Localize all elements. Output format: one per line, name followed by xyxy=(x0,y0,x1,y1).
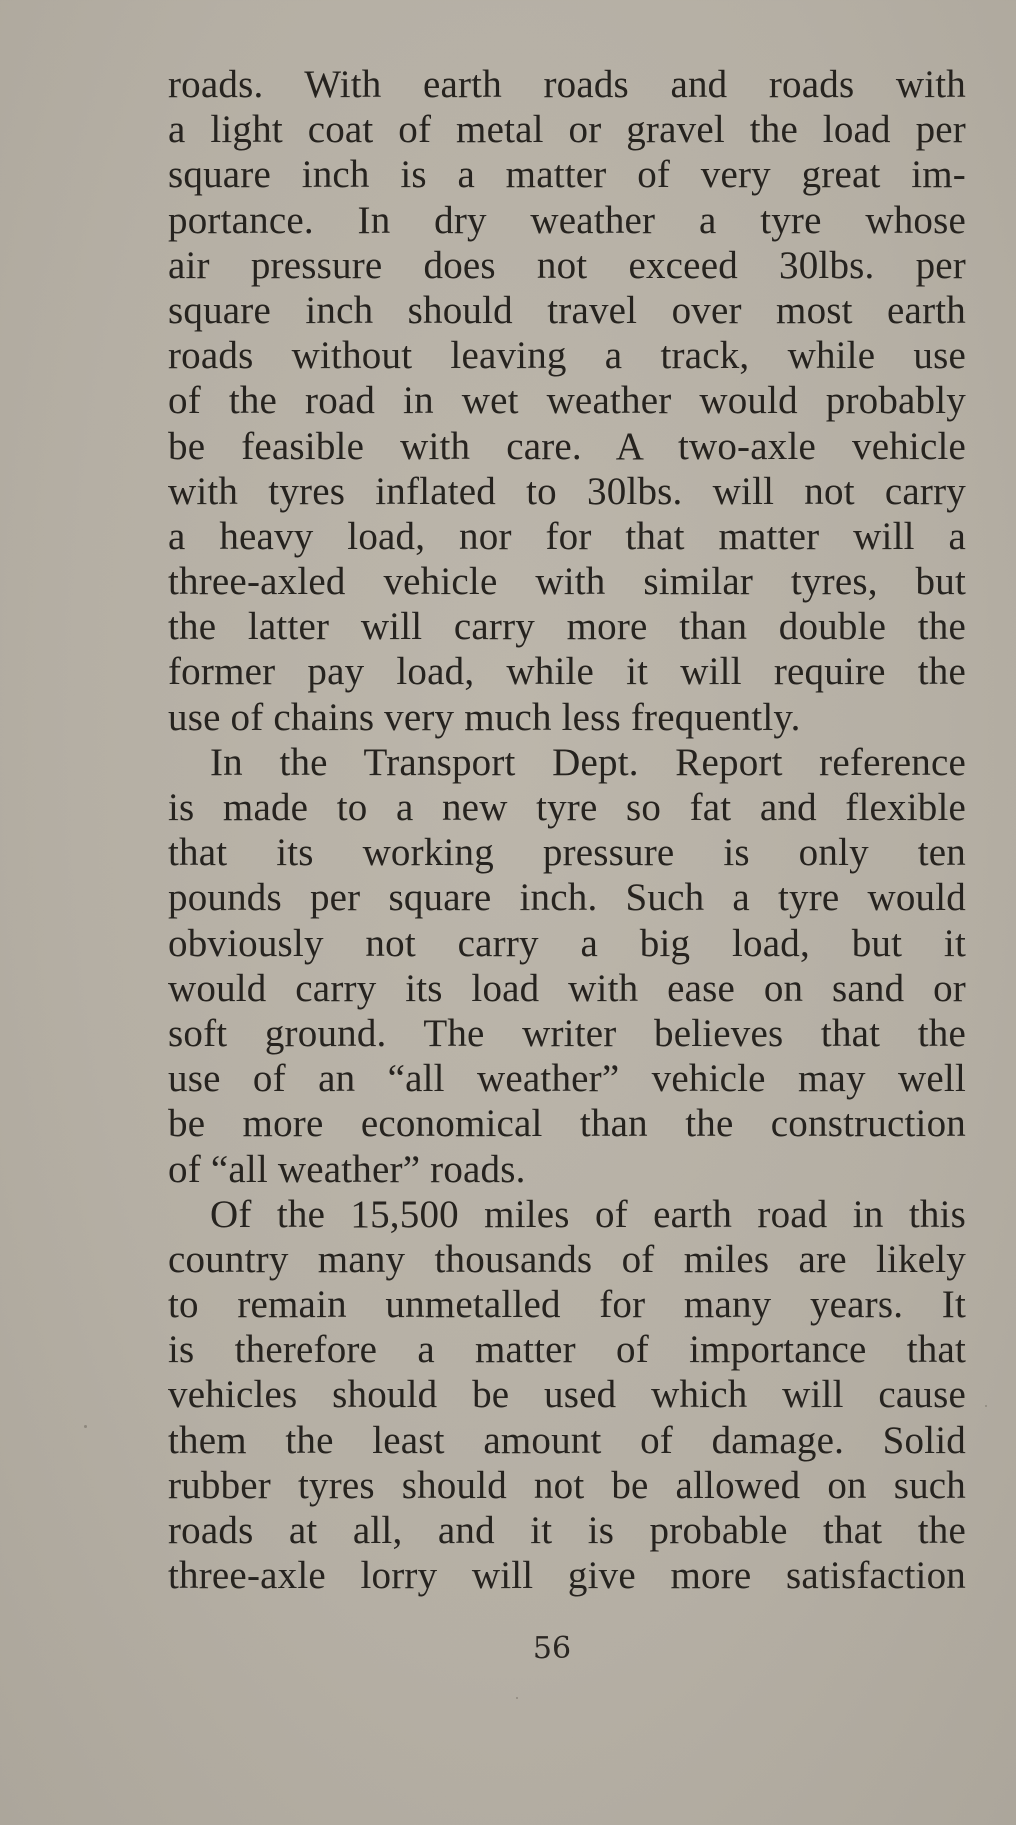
paragraph-2 xyxy=(168,740,966,1192)
text-line: square inch should travel over most earth xyxy=(168,288,966,332)
text-line: Of the 15,500 miles of earth road in this xyxy=(210,1192,966,1236)
paper-speck xyxy=(84,1425,87,1428)
text-line: to remain unmetalled for many years. It xyxy=(168,1283,966,1327)
text-line: In the Transport Dept. Report reference xyxy=(210,740,966,784)
text-line: vehicles should be used which will cause xyxy=(168,1373,966,1417)
page-body xyxy=(168,62,966,1598)
text-line: be feasible with care. A two-axle vehicle xyxy=(168,424,966,468)
text-line: roads at all, and it is probable that the xyxy=(168,1509,966,1552)
text-line: with tyres inflated to 30lbs. will not carry xyxy=(168,469,966,513)
text-line: obviously not carry a big load, but it xyxy=(168,921,966,965)
text-line: would carry its load with ease on sand or xyxy=(168,966,966,1010)
paragraph-1 xyxy=(168,62,966,740)
text-line: rubber tyres should not be allowed on such xyxy=(168,1463,966,1507)
text-line: use of chains very much less frequently. xyxy=(168,695,801,739)
text-line: is therefore a matter of importance that xyxy=(168,1328,966,1372)
text-line: is made to a new tyre so fat and flexible xyxy=(168,786,966,829)
text-line: three-axled vehicle with similar tyres, but xyxy=(168,560,966,604)
text-line: them the least amount of damage. Solid xyxy=(168,1418,966,1462)
text-line: three-axle lorry will give more satisfaction xyxy=(168,1554,966,1598)
text-line: use of an “all weather” vehicle may well xyxy=(168,1057,966,1101)
text-line: the latter will carry more than double the xyxy=(168,605,966,649)
text-line: roads. With earth roads and roads with xyxy=(168,63,966,106)
text-line: country many thousands of miles are likely xyxy=(168,1237,966,1281)
text-line: a heavy load, nor for that matter will a xyxy=(168,514,966,558)
text-line: of “all weather” roads. xyxy=(168,1147,526,1191)
text-line: that its working pressure is only ten xyxy=(168,831,966,875)
text-line: a light coat of metal or gravel the load per xyxy=(168,108,966,152)
text-line: square inch is a matter of very great im- xyxy=(168,153,966,197)
text-line: of the road in wet weather would probably xyxy=(168,379,966,423)
text-line: portance. In dry weather a tyre whose xyxy=(168,198,966,242)
text-line: be more economical than the construction xyxy=(168,1102,966,1146)
paragraph-3 xyxy=(168,1192,966,1599)
text-line: pounds per square inch. Such a tyre would xyxy=(168,876,966,920)
paper-speck xyxy=(516,1697,518,1699)
paper-speck xyxy=(985,1405,987,1407)
page-number: 56 xyxy=(532,1631,572,1666)
text-line: former pay load, while it will require the xyxy=(168,650,966,694)
text-line: air pressure does not exceed 30lbs. per xyxy=(168,243,966,287)
text-line: roads without leaving a track, while use xyxy=(168,334,966,378)
text-line: soft ground. The writer believes that the xyxy=(168,1011,966,1055)
